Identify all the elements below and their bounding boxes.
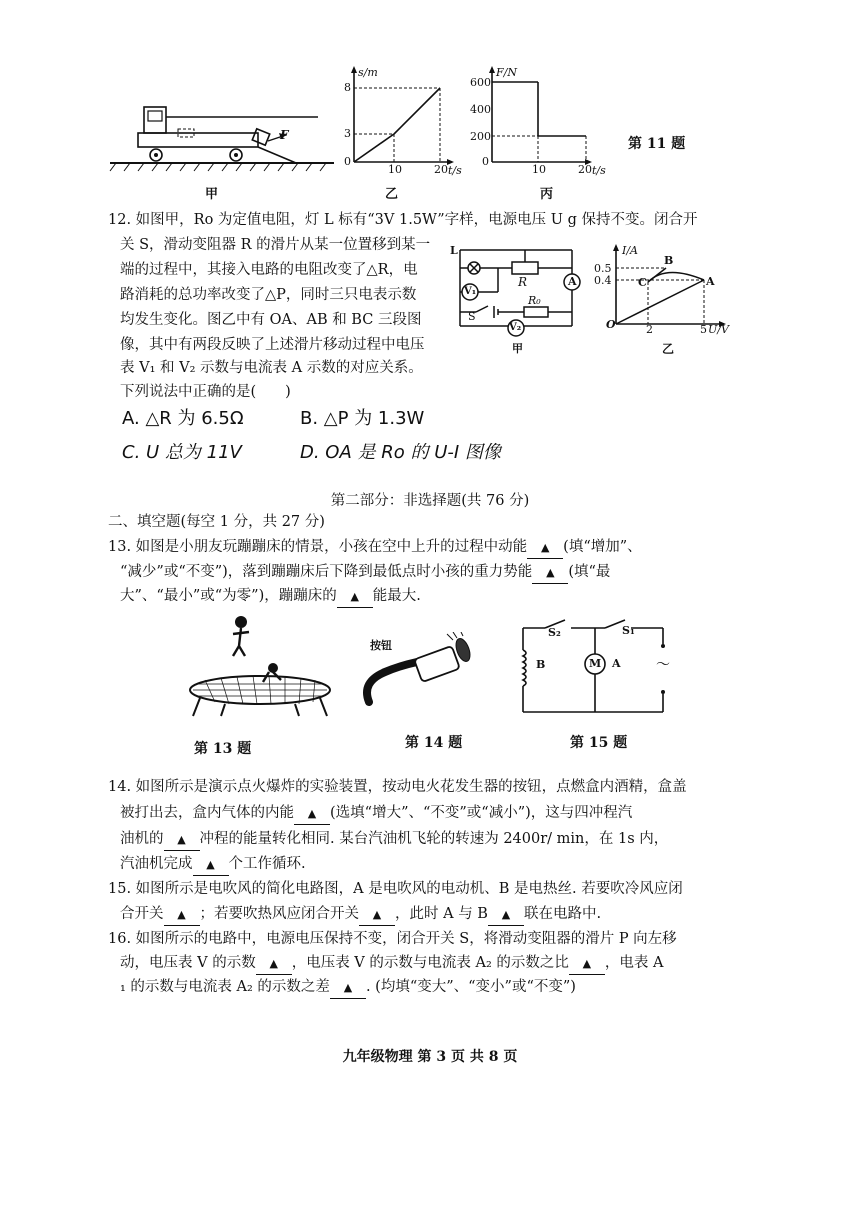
q12-graph-x-tick: 2 (646, 323, 653, 336)
q15-text: 合开关 (120, 906, 164, 922)
figure-jia-label: 甲 (205, 187, 219, 202)
q12-line-1: 12. 如图甲，Ro 为定值电阻，灯 L 标有“3V 1.5W”字样，电源电压 U g 保持不变。闭合开 (108, 212, 698, 228)
q15-blank-2[interactable]: ▲ (359, 904, 395, 926)
q16-text: ₁ 的示数与电流表 A₂ 的示数之差 (120, 979, 330, 995)
q11-figure-jia (108, 95, 336, 175)
graph-bing-y-tick: 600 (470, 76, 491, 89)
q15-text: 联在电路中. (523, 906, 602, 922)
q16-text: ，电压表 V 的示数与电流表 A₂ 的示数之比 (291, 955, 569, 971)
q14-text: 个工作循环. (228, 856, 306, 872)
graph-yi-x-axis-label: t/s (448, 164, 462, 177)
q12-line-8: 下列说法中正确的是( ) (120, 384, 291, 400)
figure-yi-label: 乙 (385, 187, 399, 202)
q12-graph-y-axis-label: I/A (622, 244, 638, 257)
q13-text: 能最大. (372, 588, 421, 604)
q14-text: (选填“增大”、“不变”或“减小”)，这与四冲程汽 (330, 805, 633, 821)
q12-line-6: 像，其中有两段反映了上述滑片移动过程中电压 (120, 337, 425, 353)
q13-blank-2[interactable]: ▲ (532, 562, 568, 584)
q12-option-d[interactable]: D. OA 是 Ro 的 U-I 图像 (300, 442, 501, 463)
q12-circuit-diagram (450, 242, 590, 354)
q14-line-1: 14. 如图所示是演示点火爆炸的实验装置，按动电火花发生器的按钮，点燃盒内酒精，盒盖 (108, 779, 687, 795)
q12-line-4: 路消耗的总功率改变了△P，同时三只电表示数 (120, 287, 417, 303)
q12-option-a[interactable]: A. △R 为 6.5Ω (122, 408, 244, 429)
q13-text: “减少”或“不变”)，落到蹦蹦床后下降到最低点时小孩的重力势能 (120, 564, 533, 580)
graph-bing-x-axis-label: t/s (592, 164, 606, 177)
circuit-label-r0: R₀ (528, 294, 541, 307)
q16-text: ，电表 A (604, 955, 664, 971)
q13-text: (填“增加”、 (563, 539, 642, 555)
q15-line-2 (120, 904, 601, 926)
circuit-label-r: R (518, 275, 528, 289)
circuit-s2-label: S₂ (548, 626, 561, 639)
graph-yi-y-tick: 3 (344, 127, 351, 140)
graph-yi-y-tick: 8 (344, 81, 351, 94)
q12-graph-x-axis-label: U/V (708, 323, 729, 336)
q14-line-2 (120, 803, 632, 825)
q15-line-1: 15. 如图所示是电吹风的简化电路图，A 是电吹风的电动机、B 是电热丝. 若要吹冷风应闭 (108, 881, 683, 897)
q15-blank-3[interactable]: ▲ (488, 904, 524, 926)
q15-blank-1[interactable]: ▲ (164, 904, 200, 926)
q13-text: (填“最 (568, 564, 611, 580)
q14-line-4 (120, 854, 306, 876)
q13-blank-1[interactable]: ▲ (527, 537, 563, 559)
q13-line-1 (108, 537, 642, 559)
q16-blank-1[interactable]: ▲ (256, 953, 292, 975)
q12-line-3: 端的过程中，其接入电路的电阻改变了△R，电 (120, 262, 418, 278)
q16-line-1: 16. 如图所示的电路中，电源电压保持不变，闭合开关 S，将滑动变阻器的滑片 P 向左移 (108, 931, 677, 947)
q13-trampoline-figure (185, 612, 335, 722)
circuit-label-l: L (450, 244, 458, 257)
q12-graph-point-a: A (706, 275, 715, 288)
circuit-label-v2: V₂ (509, 322, 522, 333)
q11-caption: 第 11 题 (628, 136, 686, 152)
circuit-label-ammeter: A (568, 275, 577, 288)
q12-graph-origin: O (606, 318, 616, 331)
q12-option-c[interactable]: C. U 总为 11V (122, 442, 242, 463)
q15-caption: 第 15 题 (570, 735, 628, 751)
q14-line-3 (120, 829, 668, 851)
graph-bing-y-tick: 200 (470, 130, 491, 143)
section-heading: 二、填空题(每空 1 分，共 27 分) (108, 514, 325, 530)
q12-graph-x-tick: 5 (700, 323, 707, 336)
q13-text: 13. 如图是小朋友玩蹦蹦床的情景，小孩在空中上升的过程中动能 (108, 539, 528, 555)
q14-text: 汽油机完成 (120, 856, 193, 872)
q15-text: ；若要吹热风应闭合开关 (199, 906, 359, 922)
q14-text: 油机的 (120, 831, 164, 847)
circuit-a-label: A (612, 657, 621, 670)
q14-caption: 第 14 题 (405, 735, 463, 751)
q13-line-2 (120, 562, 610, 584)
q12-graph-y-tick: 0.5 (594, 262, 612, 275)
q12-option-b[interactable]: B. △P 为 1.3W (300, 408, 425, 429)
ac-source-symbol: ～ (656, 657, 670, 673)
q12-graph-y-tick: 0.4 (594, 274, 612, 287)
figure-bing-label: 丙 (540, 187, 554, 202)
graph-yi-x-tick: 20 (434, 163, 448, 176)
q13-text: 大”、“最小”或“为零”)，蹦蹦床的 (120, 588, 337, 604)
q15-text: ，此时 A 与 B (395, 906, 488, 922)
q12-graph-figure-label: 乙 (662, 342, 675, 356)
graph-bing-x-tick: 20 (578, 163, 592, 176)
q16-text: 动，电压表 V 的示数 (120, 955, 256, 971)
circuit-s1-label: S₁ (622, 624, 635, 637)
q13-caption: 第 13 题 (194, 741, 252, 757)
circuit-motor-label: M (589, 657, 602, 670)
q14-text: 被打出去，盒内气体的内能 (120, 805, 294, 821)
button-label: 按钮 (370, 639, 392, 652)
q16-blank-3[interactable]: ▲ (330, 977, 366, 999)
q16-line-3 (120, 977, 576, 999)
q14-text: 冲程的能量转化相同. 某台汽油机飞轮的转速为 2400r/ min，在 1s 内， (199, 831, 669, 847)
q12-graph-point-c: C (638, 276, 647, 289)
q16-text: . (均填“变大”、“变小”或“不变”) (365, 979, 576, 995)
graph-bing-y-tick: 400 (470, 103, 491, 116)
graph-yi-x-tick: 10 (388, 163, 402, 176)
page-footer: 九年级物理 第 3 页 共 8 页 (342, 1049, 518, 1065)
graph-bing-y-axis-label: F/N (496, 66, 517, 79)
graph-yi-y-tick: 0 (344, 155, 351, 168)
q12-line-2: 关 S，滑动变阻器 R 的滑片从某一位置移到某一 (120, 237, 431, 253)
q16-line-2 (120, 953, 664, 975)
q12-graph-point-b: B (664, 254, 674, 267)
force-label: F (280, 128, 289, 142)
q16-blank-2[interactable]: ▲ (569, 953, 605, 975)
circuit-label-v1: V₁ (464, 286, 477, 297)
q14-blank-2[interactable]: ▲ (164, 829, 200, 851)
part2-heading: 第二部分：非选择题(共 76 分) (330, 493, 530, 509)
q14-blank-3[interactable]: ▲ (193, 854, 229, 876)
graph-bing-x-tick: 10 (532, 163, 546, 176)
circuit-label-s: S (468, 310, 476, 323)
circuit-b-label: B (536, 658, 546, 671)
q12-line-7: 表 V₁ 和 V₂ 示数与电流表 A 示数的对应关系。 (120, 360, 423, 376)
circuit-figure-label: 甲 (512, 342, 523, 355)
q14-blank-1[interactable]: ▲ (294, 803, 330, 825)
q13-line-3 (120, 586, 421, 608)
q13-blank-3[interactable]: ▲ (337, 586, 373, 608)
q12-line-5: 均发生变化。图乙中有 OA、AB 和 BC 三段图 (120, 312, 422, 328)
graph-bing-y-tick: 0 (482, 155, 489, 168)
graph-yi-y-axis-label: s/m (358, 66, 378, 79)
